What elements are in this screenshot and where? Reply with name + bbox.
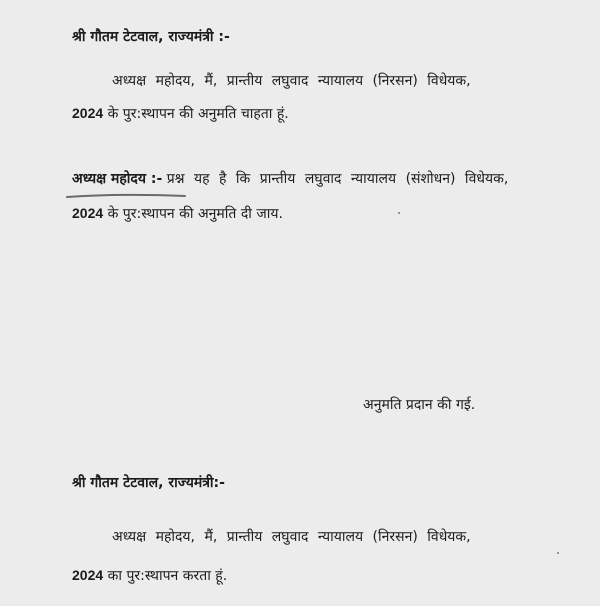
para1-year: 2024 — [72, 105, 104, 121]
speaker-name-2: श्री गौतम टेटवाल, राज्यमंत्री:- — [72, 475, 225, 491]
para1-line2-text: के पुर:स्थापन की अनुमति चाहता हूं. — [107, 106, 289, 122]
chair-label: अध्यक्ष महोदय :- — [72, 171, 163, 187]
para2-year: 2024 — [72, 567, 104, 583]
para1-line2 — [72, 104, 289, 123]
chair-line2-text: के पुर:स्थापन की अनुमति दी जाय. — [107, 206, 283, 222]
para2-line1: अध्यक्ष महोदय, मैं, प्रान्तीय लघुवाद न्यायालय (निरसन) विधेयक, — [112, 529, 471, 545]
para2-line2-text: का पुर:स्थापन करता हूं. — [107, 568, 228, 584]
chair-year: 2024 — [72, 205, 104, 221]
chair-line1 — [72, 170, 508, 188]
speaker-name-1: श्री गौतम टेटवाल, राज्यमंत्री :- — [72, 29, 230, 45]
para2-line2 — [72, 566, 227, 585]
permission-granted: अनुमति प्रदान की गई. — [363, 397, 476, 413]
para1-line1: अध्यक्ष महोदय, मैं, प्रान्तीय लघुवाद न्यायालय (निरसन) विधेयक, — [112, 73, 471, 89]
ink-speck-2 — [557, 552, 559, 554]
chair-text-1: प्रश्न यह है कि प्रान्तीय लघुवाद न्यायालय (संशोधन) विधेयक, — [166, 171, 509, 187]
pen-underline — [66, 193, 186, 199]
ink-speck — [398, 212, 400, 214]
chair-line2 — [72, 204, 283, 223]
